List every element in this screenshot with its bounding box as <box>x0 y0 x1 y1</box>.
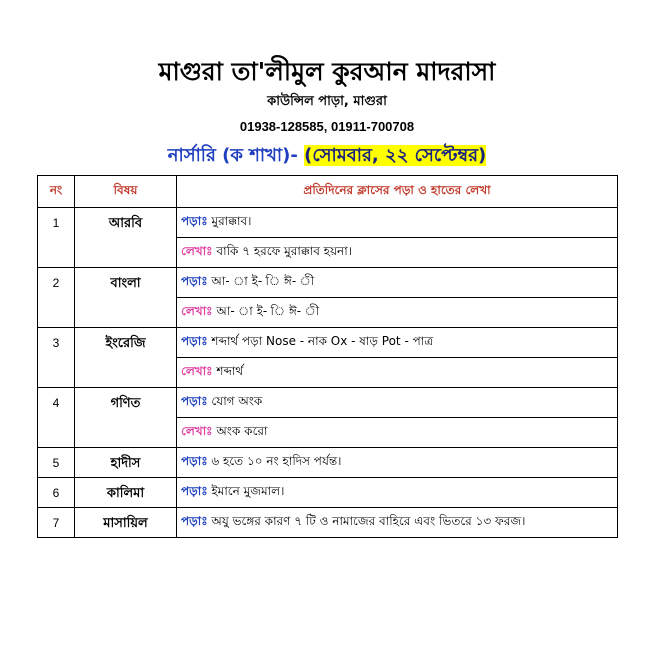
write-text: অংক করো <box>216 423 268 438</box>
write-cell <box>177 418 618 448</box>
write-label: লেখাঃ <box>181 423 213 438</box>
read-label: পড়াঃ <box>181 273 208 288</box>
row-number: 1 <box>38 208 75 268</box>
read-label: পড়াঃ <box>181 333 208 348</box>
class-name: নার্সারি (ক শাখা) <box>167 145 291 166</box>
write-cell <box>177 358 618 388</box>
table-header-row <box>38 176 618 208</box>
table-row <box>38 448 618 478</box>
table-row <box>38 208 618 238</box>
read-cell <box>177 448 618 478</box>
col-header-lesson: প্রতিদিনের ক্লাসের পড়া ও হাতের লেখা <box>177 176 618 208</box>
table-row <box>38 388 618 418</box>
class-heading <box>0 141 654 172</box>
row-number: 3 <box>38 328 75 388</box>
read-label: পড়াঃ <box>181 483 208 498</box>
col-header-subject: বিষয় <box>75 176 177 208</box>
read-text: আ- া ই- ি ঈ- ী <box>211 273 315 288</box>
read-text: অযু ভঙ্গের কারণ ৭ টি ও নামাজের বাহিরে এবং ভিতরে ১৩ ফরজ। <box>211 513 526 528</box>
row-number: 7 <box>38 508 75 538</box>
row-number: 4 <box>38 388 75 448</box>
read-label: পড়াঃ <box>181 453 208 468</box>
write-cell <box>177 238 618 268</box>
row-subject: গণিত <box>75 388 177 448</box>
row-number: 2 <box>38 268 75 328</box>
row-number: 5 <box>38 448 75 478</box>
read-cell <box>177 208 618 238</box>
school-title: মাগুরা তা'লীমুল কুরআন মাদরাসা <box>158 57 496 86</box>
write-label: লেখাঃ <box>181 243 213 258</box>
col-header-number: নং <box>38 176 75 208</box>
write-label: লেখাঃ <box>181 303 213 318</box>
read-label: পড়াঃ <box>181 213 208 228</box>
row-subject: হাদীস <box>75 448 177 478</box>
read-text: যোগ অংক <box>211 393 263 408</box>
read-text: ইমানে মুজমাল। <box>211 483 285 498</box>
day-date-highlight: (সোমবার, ২২ সেপ্টেম্বর) <box>304 145 487 166</box>
school-phones: 01938-128585, 01911-700708 <box>239 119 415 134</box>
table-row <box>38 508 618 538</box>
write-text: আ- া ই- ি ঈ- ী <box>216 303 320 318</box>
read-label: পড়াঃ <box>181 393 208 408</box>
school-address: কাউন্সিল পাড়া, মাগুরা <box>267 94 387 109</box>
row-number: 6 <box>38 478 75 508</box>
row-subject: কালিমা <box>75 478 177 508</box>
write-text: বাকি ৭ হরফে মুরাক্কাব হয়না। <box>216 243 352 258</box>
read-cell <box>177 328 618 358</box>
write-label: লেখাঃ <box>181 363 213 378</box>
daily-lesson-table <box>37 175 618 538</box>
read-text: শব্দার্থ পড়া Nose - নাক Ox - ষাড় Pot - পাত্র <box>211 333 434 348</box>
table-row <box>38 478 618 508</box>
row-subject: বাংলা <box>75 268 177 328</box>
read-cell <box>177 478 618 508</box>
read-cell <box>177 268 618 298</box>
table-row <box>38 268 618 298</box>
row-subject: ইংরেজি <box>75 328 177 388</box>
table-row <box>38 328 618 358</box>
read-cell <box>177 508 618 538</box>
write-cell <box>177 298 618 328</box>
heading-separator: - <box>290 145 298 166</box>
read-cell <box>177 388 618 418</box>
row-subject: আরবি <box>75 208 177 268</box>
read-text: মুরাক্কাব। <box>211 213 252 228</box>
read-label: পড়াঃ <box>181 513 208 528</box>
write-text: শব্দার্থ <box>216 363 244 378</box>
row-subject: মাসায়িল <box>75 508 177 538</box>
read-text: ৬ হতে ১০ নং হাদিস পর্যন্ত। <box>211 453 342 468</box>
